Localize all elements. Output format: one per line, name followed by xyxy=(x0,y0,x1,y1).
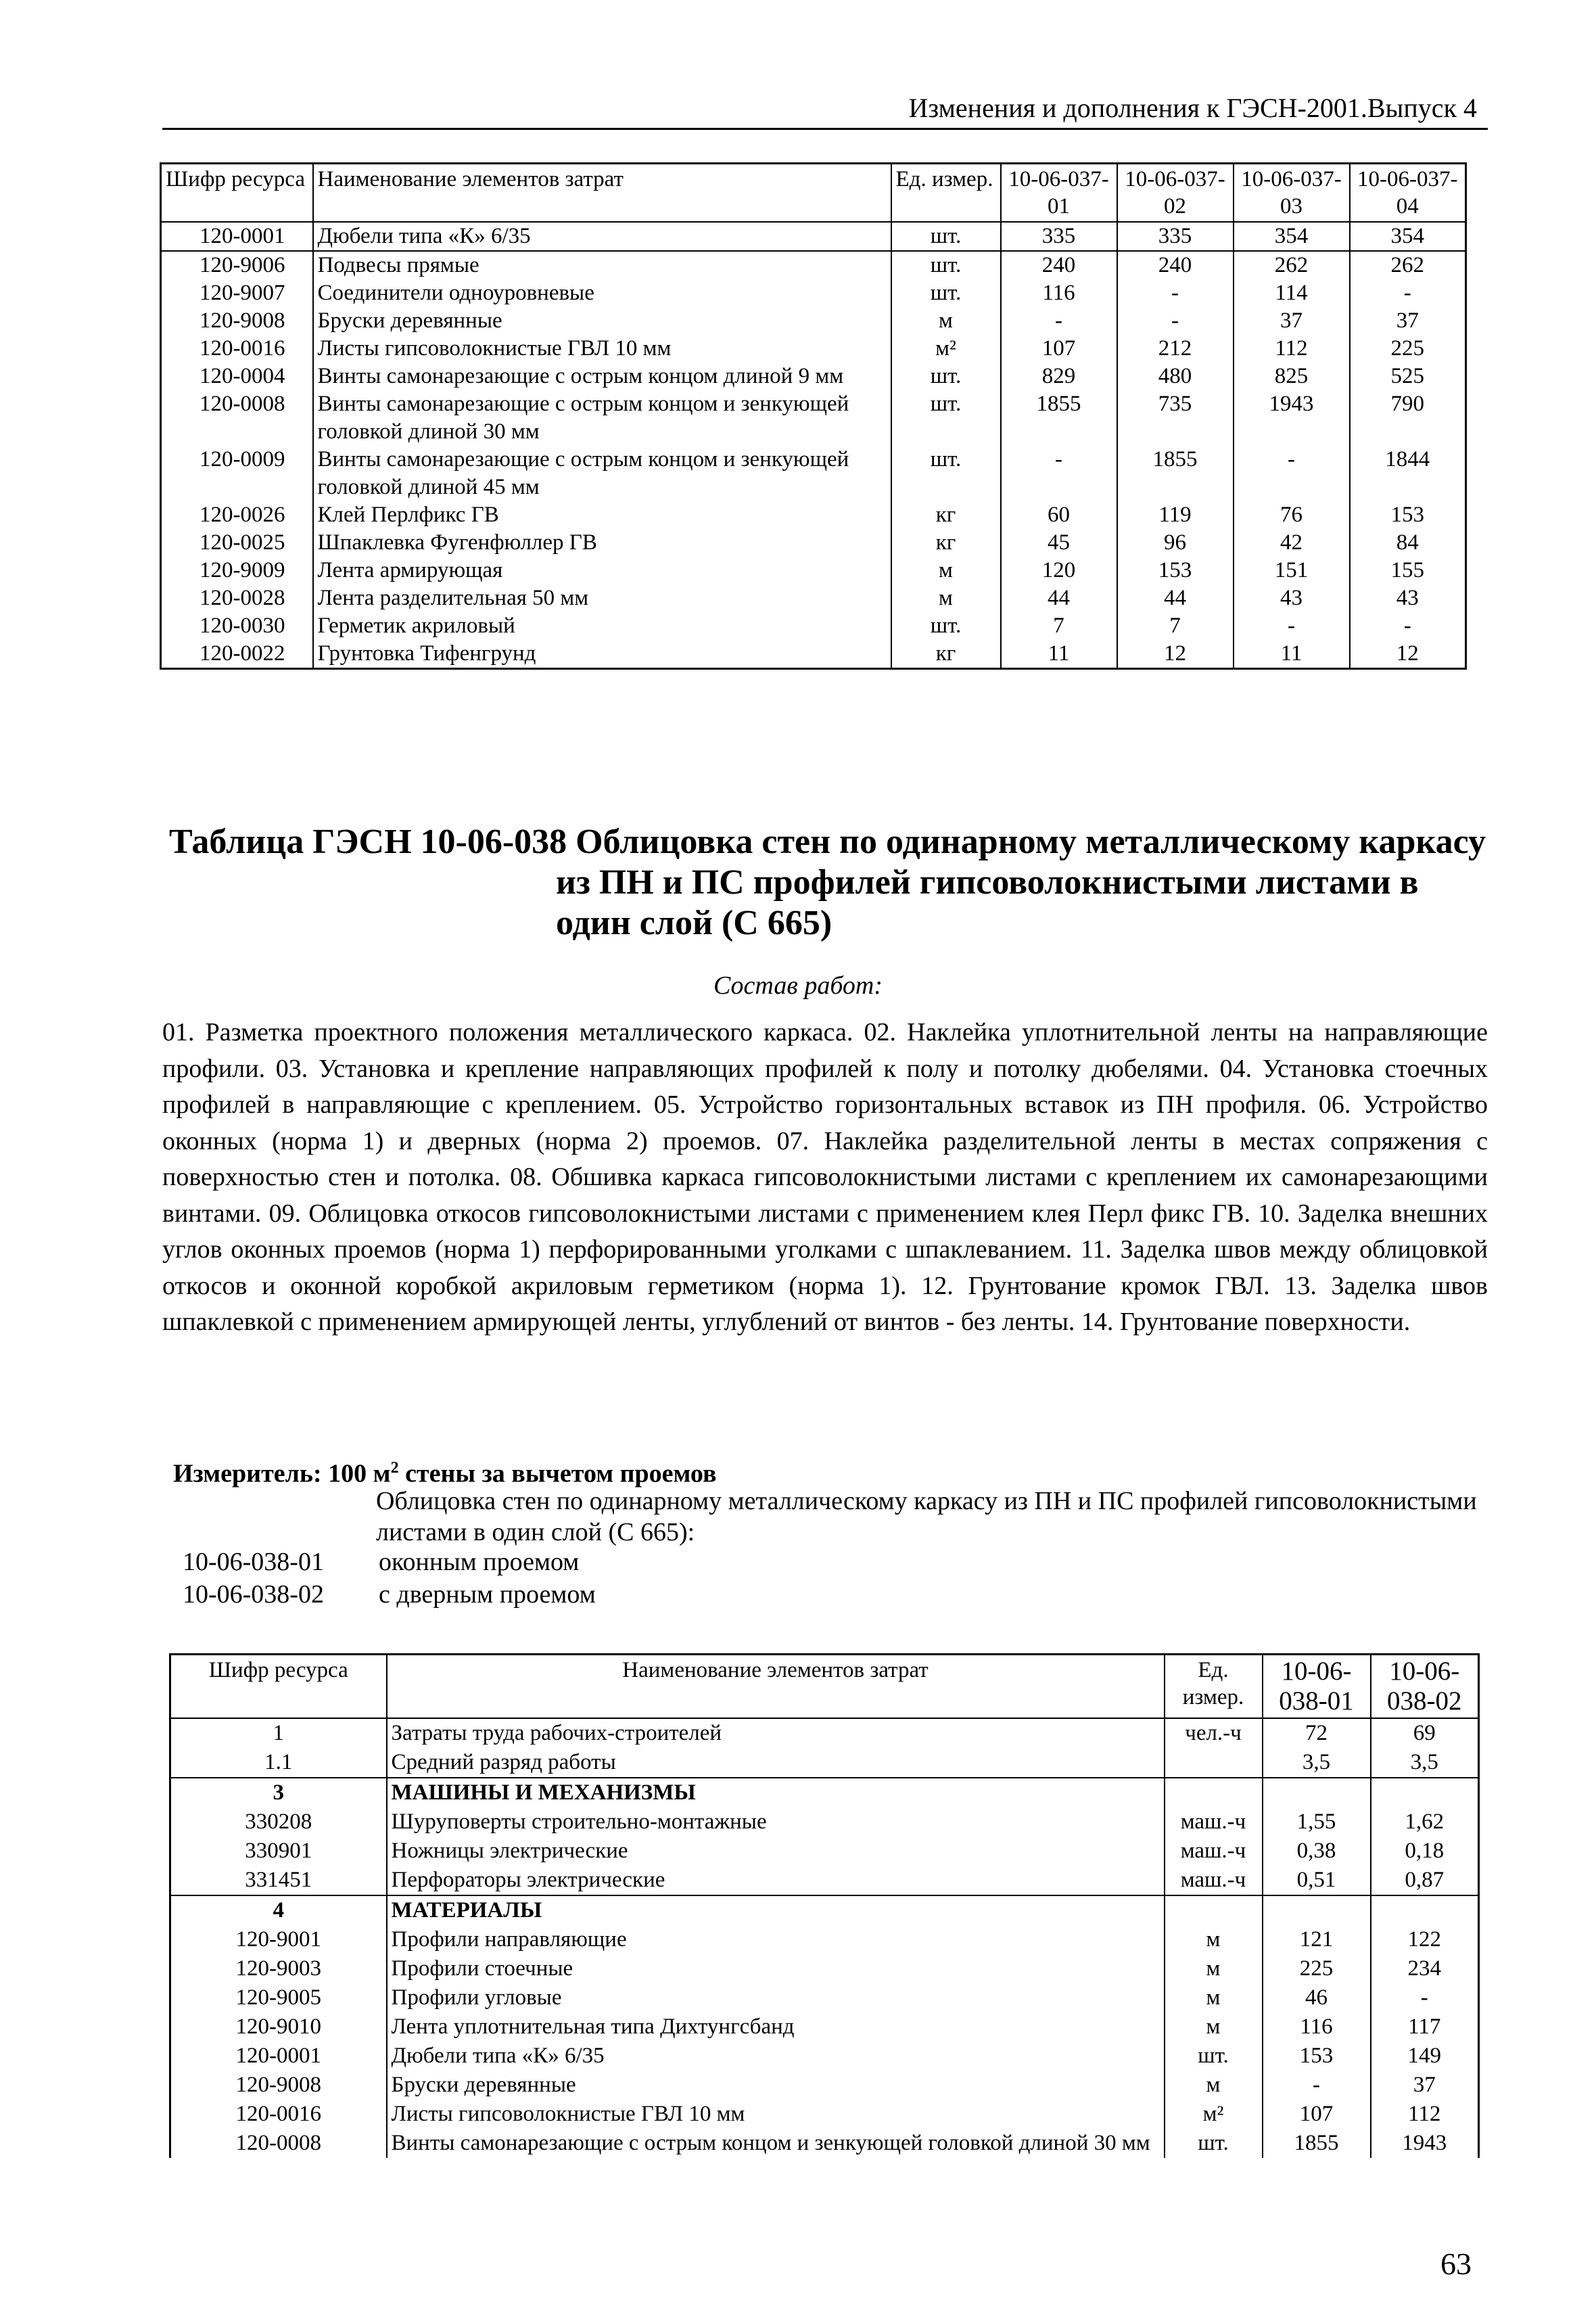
table-cell: 37 xyxy=(1371,2071,1479,2100)
table-row xyxy=(170,1807,1479,1837)
table-row xyxy=(170,2012,1479,2042)
table-cell: маш.-ч xyxy=(1165,1837,1263,1866)
table-cell xyxy=(1165,1778,1263,1807)
table-cell: 335 xyxy=(1117,222,1234,251)
table-cell: 117 xyxy=(1371,2012,1479,2042)
table-cell: 3 xyxy=(170,1778,387,1807)
norm-code: 10-06-038-02 xyxy=(183,1580,324,1609)
table-cell: Соединители одноуровневые xyxy=(313,279,891,307)
norm-code-row xyxy=(183,1578,596,1611)
table-cell: шт. xyxy=(891,222,1001,251)
table-row xyxy=(170,1718,1479,1748)
table-cell: шт. xyxy=(891,390,1001,446)
table-cell: кг xyxy=(891,529,1001,557)
table-row xyxy=(170,1778,1479,1807)
table-cell: Профили угловые xyxy=(387,1983,1165,2012)
table-cell: Профили стоечные xyxy=(387,1954,1165,1983)
table-cell: 212 xyxy=(1117,335,1234,363)
table-row xyxy=(161,335,1466,363)
table-cell: 262 xyxy=(1350,251,1466,279)
table-row xyxy=(161,584,1466,612)
table-row xyxy=(161,222,1466,251)
table-cell: 114 xyxy=(1234,279,1350,307)
table-cell: - xyxy=(1117,279,1234,307)
table-cell: 11 xyxy=(1001,640,1117,669)
table-cell: 151 xyxy=(1234,557,1350,584)
table-cell: Бруски деревянные xyxy=(387,2071,1165,2100)
table-cell: 1943 xyxy=(1234,390,1350,446)
table-cell: Подвесы прямые xyxy=(313,251,891,279)
table-cell: шт. xyxy=(891,612,1001,640)
table-cell: шт. xyxy=(891,446,1001,501)
table-cell: Винты самонарезающие с острым концом и зенкующей головкой длиной 45 мм xyxy=(313,446,891,501)
table-cell: м xyxy=(1165,1925,1263,1954)
table-cell: шт. xyxy=(1165,2042,1263,2071)
table-cell: 120-9008 xyxy=(161,307,313,335)
table-cell: 120-9010 xyxy=(170,2012,387,2042)
table-row xyxy=(170,1748,1479,1778)
table-cell: 0,51 xyxy=(1263,1866,1371,1895)
work-composition-text: 01. Разметка проектного положения металлического каркаса. 02. Наклейка уплотнительной ленты на направляющие профили. 03. Установка и крепление направляющих профилей к полу и потолку дюбелями. 04. Установка стоечных профилей в направляющие с креплением. 05. Устройство горизонтальных вставок из ПН профиля. 06. Устройство оконных (норма 1) и дверных (норма 2) проемов. 07. Наклейка разделительной ленты в местах сопряжения с поверхностью стен и потолка. 08. Обшивка каркаса гипсоволокнистыми листами с креплением их самонарезающими винтами. 09. Облицовка откосов гипсоволокнистыми листами с применением клея Перл фикс ГВ. 10. Заделка внешних углов оконных проемов (норма 1) перфорированными уголками с шпаклеванием. 11. Заделка швов между облицовкой откосов и оконной коробкой акриловым герметиком (норма 1). 12. Грунтование кромок ГВЛ. 13. Заделка швов шпаклевкой с применением армирующей ленты, углублений от винтов - без ленты. 14. Грунтование поверхности. xyxy=(162,1018,1488,1336)
norm-description: Облицовка стен по одинарному металлическому каркасу из ПН и ПС профилей гипсоволокнистыми листами в один слой (С 665): xyxy=(376,1487,1477,1546)
table-cell: 1844 xyxy=(1350,446,1466,501)
table-cell: 116 xyxy=(1001,279,1117,307)
table-cell: м² xyxy=(1165,2100,1263,2129)
table-cell: чел.-ч xyxy=(1165,1718,1263,1748)
table-cell: м xyxy=(1165,1954,1263,1983)
table-cell: 43 xyxy=(1234,584,1350,612)
table-cell: Средний разряд работы xyxy=(387,1748,1165,1778)
table-cell: 825 xyxy=(1234,363,1350,390)
section-title-line: Таблица ГЭСН 10-06-038 Облицовка стен по одинарному металлическому каркасу xyxy=(169,823,1486,861)
table-cell: - xyxy=(1001,446,1117,501)
table-row xyxy=(170,2129,1479,2158)
table-cell: 120-9008 xyxy=(170,2071,387,2100)
table-cell: МАШИНЫ И МЕХАНИЗМЫ xyxy=(387,1778,1165,1807)
table-row xyxy=(170,2042,1479,2071)
table-row xyxy=(161,279,1466,307)
table-cell: 3,5 xyxy=(1371,1748,1479,1778)
table-row xyxy=(161,251,1466,279)
column-header: Ед. измер. xyxy=(1165,1655,1263,1719)
table-cell: 7 xyxy=(1117,612,1234,640)
running-header: Изменения и дополнения к ГЭСН-2001.Выпуск 4 xyxy=(162,88,1488,130)
table-cell: 120-0008 xyxy=(161,390,313,446)
table-cell: 42 xyxy=(1234,529,1350,557)
page-number: 63 xyxy=(1440,2247,1472,2281)
table-cell: МАТЕРИАЛЫ xyxy=(387,1895,1165,1925)
table-cell: маш.-ч xyxy=(1165,1807,1263,1837)
table-cell: 45 xyxy=(1001,529,1117,557)
table-cell: 107 xyxy=(1001,335,1117,363)
table-cell: 72 xyxy=(1263,1718,1371,1748)
table-cell: 0,87 xyxy=(1371,1866,1479,1895)
table-cell: 829 xyxy=(1001,363,1117,390)
table-cell: 153 xyxy=(1117,557,1234,584)
table-cell: 120-0008 xyxy=(170,2129,387,2158)
table-cell: Винты самонарезающие с острым концом и зенкующей головкой длиной 30 мм xyxy=(387,2129,1165,2158)
table-cell: Профили направляющие xyxy=(387,1925,1165,1954)
table-cell: 120-0028 xyxy=(161,584,313,612)
table-cell: 3,5 xyxy=(1263,1748,1371,1778)
table-cell: Шуруповерты строительно-монтажные xyxy=(387,1807,1165,1837)
table-cell: м² xyxy=(891,335,1001,363)
table-cell: 153 xyxy=(1263,2042,1371,2071)
table-cell: 120-0026 xyxy=(161,501,313,529)
table-header-row xyxy=(170,1655,1479,1719)
table-cell: 7 xyxy=(1001,612,1117,640)
table-row xyxy=(161,363,1466,390)
table-cell: Лента армирующая xyxy=(313,557,891,584)
table-cell: 120-0016 xyxy=(170,2100,387,2129)
table-cell: 116 xyxy=(1263,2012,1371,2042)
table-cell: 1855 xyxy=(1001,390,1117,446)
table-cell xyxy=(1263,1895,1371,1925)
norm-label: оконным проемом xyxy=(379,1548,580,1576)
table-row xyxy=(170,1837,1479,1866)
table-row xyxy=(161,557,1466,584)
table-cell: 37 xyxy=(1350,307,1466,335)
table-cell: Перфораторы электрические xyxy=(387,1866,1165,1895)
table-cell: м xyxy=(1165,2012,1263,2042)
table-cell: 1855 xyxy=(1117,446,1234,501)
table-cell: Ножницы электрические xyxy=(387,1837,1165,1866)
table-cell xyxy=(1371,1895,1479,1925)
table-row xyxy=(170,1895,1479,1925)
table-cell: Листы гипсоволокнистые ГВЛ 10 мм xyxy=(387,2100,1165,2129)
table-cell: 60 xyxy=(1001,501,1117,529)
column-header: 10-06-037-02 xyxy=(1117,164,1234,223)
column-header: 10-06-038-02 xyxy=(1371,1655,1479,1719)
table-cell: 262 xyxy=(1234,251,1350,279)
table-cell: 120-9003 xyxy=(170,1954,387,1983)
table-cell xyxy=(1371,1778,1479,1807)
table-cell: 112 xyxy=(1371,2100,1479,2129)
table-cell: 0,18 xyxy=(1371,1837,1479,1866)
table-cell: 155 xyxy=(1350,557,1466,584)
table-cell: 12 xyxy=(1350,640,1466,669)
table-cell: 120-9005 xyxy=(170,1983,387,2012)
table-cell: - xyxy=(1350,279,1466,307)
table-cell: Лента уплотнительная типа Дихтунгсбанд xyxy=(387,2012,1165,2042)
table-cell: - xyxy=(1263,2071,1371,2100)
table-cell xyxy=(1165,1748,1263,1778)
table-row xyxy=(161,612,1466,640)
column-header: 10-06-038-01 xyxy=(1263,1655,1371,1719)
table-header-row xyxy=(161,164,1466,223)
table-cell: 149 xyxy=(1371,2042,1479,2071)
table-cell: 1,62 xyxy=(1371,1807,1479,1837)
table-cell: 122 xyxy=(1371,1925,1479,1954)
table-cell: 11 xyxy=(1234,640,1350,669)
table-cell: 44 xyxy=(1001,584,1117,612)
table-row xyxy=(161,446,1466,501)
table-cell: - xyxy=(1371,1983,1479,2012)
table-cell: 330901 xyxy=(170,1837,387,1866)
table-cell: 735 xyxy=(1117,390,1234,446)
table-cell: Шпаклевка Фугенфюллер ГВ xyxy=(313,529,891,557)
table-cell: 76 xyxy=(1234,501,1350,529)
table-cell: 120-0030 xyxy=(161,612,313,640)
table-cell: 120-0004 xyxy=(161,363,313,390)
table-cell: 331451 xyxy=(170,1866,387,1895)
measure-label: Измеритель: 100 м xyxy=(173,1459,391,1488)
table-cell: 44 xyxy=(1117,584,1234,612)
table-cell: 354 xyxy=(1350,222,1466,251)
norm-codes xyxy=(183,1546,596,1611)
section-title-line: из ПН и ПС профилей гипсоволокнистыми листами в xyxy=(556,863,1419,902)
table-cell: 120-0009 xyxy=(161,446,313,501)
column-header: Ед. измер. xyxy=(891,164,1001,223)
norm-code: 10-06-038-01 xyxy=(183,1548,324,1576)
table-cell: - xyxy=(1001,307,1117,335)
column-header: Наименование элементов затрат xyxy=(387,1655,1165,1719)
table-cell: - xyxy=(1117,307,1234,335)
table-cell: 525 xyxy=(1350,363,1466,390)
table-row xyxy=(170,1925,1479,1954)
table-cell: 330208 xyxy=(170,1807,387,1837)
table-cell: 12 xyxy=(1117,640,1234,669)
norm-label: с дверным проемом xyxy=(379,1580,596,1609)
table-cell: - xyxy=(1350,612,1466,640)
column-header: Шифр ресурса xyxy=(161,164,313,223)
table-cell: кг xyxy=(891,640,1001,669)
table-row xyxy=(161,501,1466,529)
table-cell: 120-0022 xyxy=(161,640,313,669)
table-cell: 354 xyxy=(1234,222,1350,251)
table-cell: 480 xyxy=(1117,363,1234,390)
table-cell: шт. xyxy=(1165,2129,1263,2158)
table-cell: 153 xyxy=(1350,501,1466,529)
table-cell: Клей Перлфикс ГВ xyxy=(313,501,891,529)
table-cell: 120-9006 xyxy=(161,251,313,279)
table-cell: Дюбели типа «К» 6/35 xyxy=(387,2042,1165,2071)
table-row xyxy=(161,307,1466,335)
table-cell: 0,38 xyxy=(1263,1837,1371,1866)
table-row xyxy=(161,640,1466,669)
table-cell: Дюбели типа «К» 6/35 xyxy=(313,222,891,251)
column-header: Наименование элементов затрат xyxy=(313,164,891,223)
table-cell: м xyxy=(1165,1983,1263,2012)
table-cell: Листы гипсоволокнистые ГВЛ 10 мм xyxy=(313,335,891,363)
table-cell: Бруски деревянные xyxy=(313,307,891,335)
table-cell: шт. xyxy=(891,363,1001,390)
table-cell: м xyxy=(891,307,1001,335)
work-composition-heading: Состав работ: xyxy=(713,971,883,1000)
table-cell: кг xyxy=(891,501,1001,529)
table-cell: 46 xyxy=(1263,1983,1371,2012)
measure-superscript: 2 xyxy=(390,1459,399,1477)
norm-code-row xyxy=(183,1546,596,1578)
table-cell: 121 xyxy=(1263,1925,1371,1954)
table-cell: шт. xyxy=(891,279,1001,307)
table-cell: Лента разделительная 50 мм xyxy=(313,584,891,612)
table-cell: 1855 xyxy=(1263,2129,1371,2158)
table-cell: 1943 xyxy=(1371,2129,1479,2158)
table-cell: маш.-ч xyxy=(1165,1866,1263,1895)
table-cell: шт. xyxy=(891,251,1001,279)
table-row xyxy=(161,390,1466,446)
table-cell: 120-9007 xyxy=(161,279,313,307)
table-cell: 120-0025 xyxy=(161,529,313,557)
column-header: 10-06-037-01 xyxy=(1001,164,1117,223)
table-row xyxy=(170,2071,1479,2100)
section-title xyxy=(169,822,1495,944)
table-cell: 120 xyxy=(1001,557,1117,584)
table-cell: 225 xyxy=(1263,1954,1371,1983)
table-cell: 1,55 xyxy=(1263,1807,1371,1837)
table-cell xyxy=(1165,1895,1263,1925)
table-cell: 119 xyxy=(1117,501,1234,529)
table-cell: 240 xyxy=(1001,251,1117,279)
resource-table-037 xyxy=(160,162,1467,670)
table-cell: 120-0001 xyxy=(161,222,313,251)
table-cell: 96 xyxy=(1117,529,1234,557)
table-cell xyxy=(1263,1778,1371,1807)
column-header: 10-06-037-03 xyxy=(1234,164,1350,223)
table-row xyxy=(161,529,1466,557)
table-cell: 225 xyxy=(1350,335,1466,363)
table-cell: 107 xyxy=(1263,2100,1371,2129)
table-cell: м xyxy=(1165,2071,1263,2100)
table-cell: 37 xyxy=(1234,307,1350,335)
table-cell: 43 xyxy=(1350,584,1466,612)
table-row xyxy=(170,1866,1479,1895)
table-cell: 335 xyxy=(1001,222,1117,251)
table-cell: 120-0001 xyxy=(170,2042,387,2071)
table-cell: 69 xyxy=(1371,1718,1479,1748)
table-cell: - xyxy=(1234,446,1350,501)
table-row xyxy=(170,2100,1479,2129)
table-cell: 240 xyxy=(1117,251,1234,279)
table-cell: - xyxy=(1234,612,1350,640)
table-cell: Грунтовка Тифенгрунд xyxy=(313,640,891,669)
table-cell: Герметик акриловый xyxy=(313,612,891,640)
table-cell: м xyxy=(891,557,1001,584)
table-cell: 790 xyxy=(1350,390,1466,446)
table-cell: 1.1 xyxy=(170,1748,387,1778)
table-cell: 112 xyxy=(1234,335,1350,363)
table-cell: 4 xyxy=(170,1895,387,1925)
table-row xyxy=(170,1983,1479,2012)
measure-rest: стены за вычетом проемов xyxy=(398,1459,717,1488)
table-cell: Затраты труда рабочих-строителей xyxy=(387,1718,1165,1748)
column-header: 10-06-037-04 xyxy=(1350,164,1466,223)
measure-unit xyxy=(173,1451,716,1491)
table-cell: Винты самонарезающие с острым концом и зенкующей головкой длиной 30 мм xyxy=(313,390,891,446)
table-row xyxy=(170,1954,1479,1983)
table-cell: 120-9001 xyxy=(170,1925,387,1954)
table-cell: Винты самонарезающие с острым концом длиной 9 мм xyxy=(313,363,891,390)
section-title-line: один слой (С 665) xyxy=(556,904,832,942)
table-cell: 1 xyxy=(170,1718,387,1748)
resource-table-038 xyxy=(169,1653,1480,2158)
table-cell: м xyxy=(891,584,1001,612)
table-cell: 84 xyxy=(1350,529,1466,557)
table-cell: 234 xyxy=(1371,1954,1479,1983)
column-header: Шифр ресурса xyxy=(170,1655,387,1719)
table-cell: 120-0016 xyxy=(161,335,313,363)
table-cell: 120-9009 xyxy=(161,557,313,584)
